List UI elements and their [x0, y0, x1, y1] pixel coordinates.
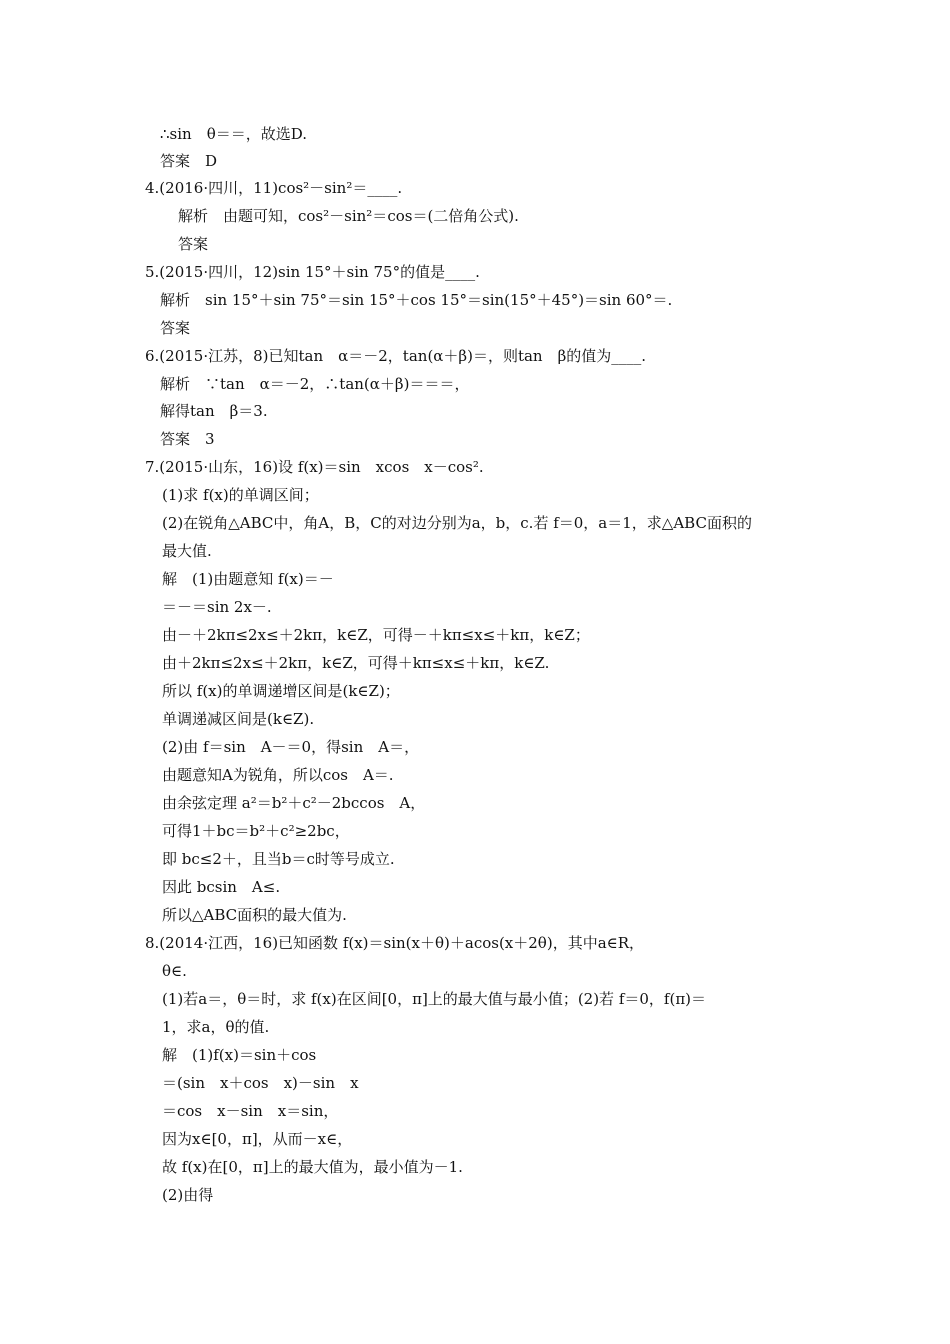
- text-line: 可得1＋bc＝b²＋c²≥2bc，: [162, 822, 350, 840]
- text-line: 答案 3: [160, 430, 215, 448]
- text-line: 单调递减区间是(k∈Z).: [162, 710, 315, 728]
- text-line: ＝cos x－sin x＝sin，: [162, 1102, 339, 1120]
- text-line: 所以△ABC面积的最大值为.: [162, 906, 347, 924]
- text-line: (1)求 f(x)的单调区间；: [162, 486, 319, 504]
- problem-7: 7.(2015·山东，16)设 f(x)＝sin xcos x－cos².: [145, 458, 484, 476]
- text-line: 解析 sin 15°＋sin 75°＝sin 15°＋cos 15°＝sin(15°＋45°)＝sin 60°＝.: [160, 291, 673, 309]
- problem-8: 8.(2014·江西，16)已知函数 f(x)＝sin(x＋θ)＋acos(x＋2θ)，其中a∈R，: [145, 934, 645, 952]
- text-line: 即 bc≤2＋，且当b＝c时等号成立.: [162, 850, 395, 868]
- text-line: 最大值.: [162, 542, 212, 560]
- text-line: 解析 由题可知，cos²－sin²＝cos＝(二倍角公式).: [178, 207, 519, 225]
- problem-6: 6.(2015·江苏，8)已知tan α＝－2，tan(α＋β)＝，则tan β的值为____.: [145, 347, 647, 365]
- text-line: 解 (1)由题意知 f(x)＝－: [162, 570, 334, 588]
- text-line: (2)在锐角△ABC中，角A，B，C的对边分别为a，b，c.若 f＝0，a＝1，求△ABC面积的: [162, 514, 752, 532]
- text-line: ＝(sin x＋cos x)－sin x: [162, 1074, 359, 1092]
- text-line: 答案 D: [160, 152, 218, 170]
- text-line: 由＋2kπ≤2x≤＋2kπ，k∈Z，可得＋kπ≤x≤＋kπ，k∈Z.: [162, 654, 550, 672]
- problem-4: 4.(2016·四川，11)cos²－sin²＝____.: [145, 179, 403, 197]
- text-line: 答案: [178, 235, 209, 253]
- text-line: 解析 ∵tan α＝－2，∴tan(α＋β)＝＝＝，: [160, 375, 470, 393]
- text-line: 解得tan β＝3.: [160, 402, 268, 420]
- text-line: 1，求a，θ的值.: [162, 1018, 270, 1036]
- text-line: 所以 f(x)的单调递增区间是(k∈Z)；: [162, 682, 400, 700]
- text-line: (1)若a＝，θ＝时，求 f(x)在区间[0，π]上的最大值与最小值；(2)若 f＝0，f(π)＝: [162, 990, 707, 1008]
- text-line: 由余弦定理 a²＝b²＋c²－2bccos A，: [162, 794, 426, 812]
- text-line: 故 f(x)在[0，π]上的最大值为，最小值为－1.: [162, 1158, 463, 1176]
- text-line: 因为x∈[0，π]，从而－x∈，: [162, 1130, 353, 1148]
- text-line: 答案: [160, 319, 191, 337]
- text-line: θ∈.: [162, 962, 187, 980]
- text-line: (2)由得: [162, 1186, 214, 1204]
- text-line: 因此 bcsin A≤.: [162, 878, 281, 896]
- text-line: (2)由 f＝sin A－＝0，得sin A＝，: [162, 738, 420, 756]
- text-line: ∴sin θ＝＝，故选D.: [160, 125, 307, 143]
- problem-5: 5.(2015·四川，12)sin 15°＋sin 75°的值是____.: [145, 263, 480, 281]
- text-line: 由－＋2kπ≤2x≤＋2kπ，k∈Z，可得－＋kπ≤x≤＋kπ，k∈Z；: [162, 626, 590, 644]
- text-line: 由题意知A为锐角，所以cos A＝.: [162, 766, 394, 784]
- text-line: ＝－＝sin 2x－.: [162, 598, 272, 616]
- text-line: 解 (1)f(x)＝sin＋cos: [162, 1046, 317, 1064]
